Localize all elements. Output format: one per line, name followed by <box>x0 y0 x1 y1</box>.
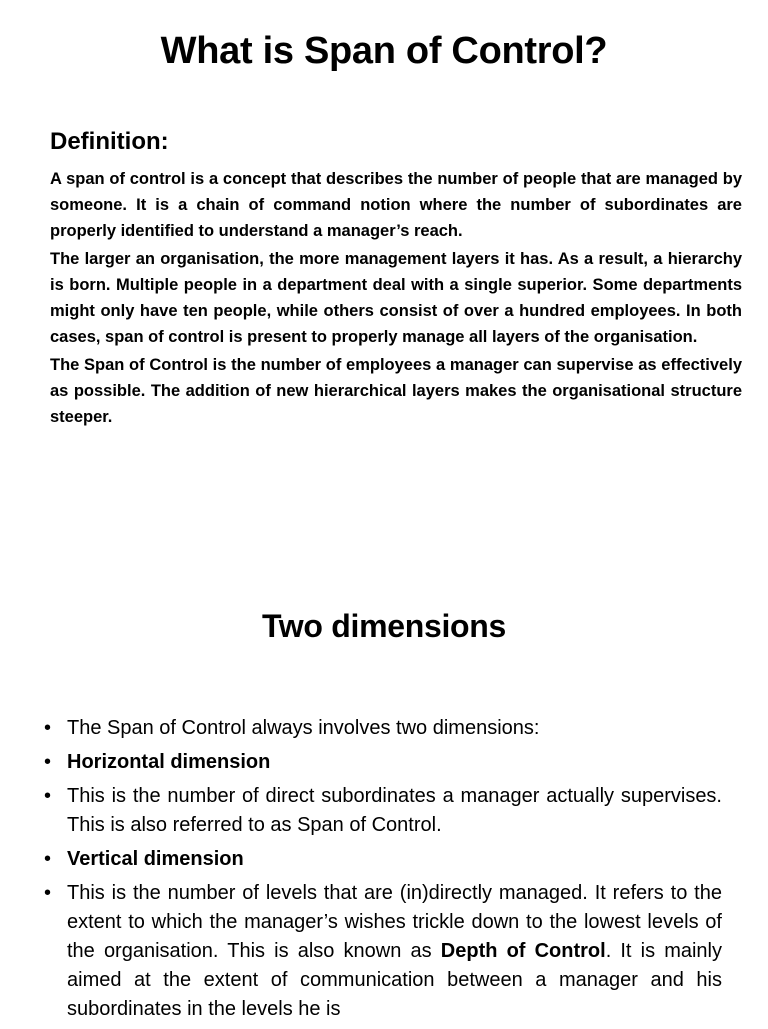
bold-term: Depth of Control <box>440 940 606 962</box>
list-item <box>44 714 722 743</box>
slide-title: What is Span of Control? <box>160 30 608 72</box>
list-item <box>44 845 722 874</box>
bullet-text-bold: Vertical dimension <box>67 848 244 870</box>
definition-heading: Definition: <box>50 128 169 155</box>
bullet-text: The Span of Control always involves two dimensions: <box>67 717 540 739</box>
paragraph: A span of control is a concept that describes the number of people that are managed by someone. It is a chain of command notion where the number of subordinates are properly identified to understand a manager’s reach. <box>50 170 742 240</box>
bullet-icon: • <box>44 848 52 870</box>
list-item <box>44 748 722 777</box>
bullet-icon: • <box>44 882 52 904</box>
definition-body <box>50 166 742 432</box>
slide-title: Two dimensions <box>261 608 507 644</box>
bullet-list <box>44 714 722 1029</box>
list-item <box>44 782 722 840</box>
paragraph: The Span of Control is the number of employees a manager can supervise as effectively as possible. The addition of new hierarchical layers makes the organisational structure steeper. <box>50 356 742 426</box>
paragraph: The larger an organisation, the more management layers it has. As a result, a hierarchy is born. Multiple people in a department deal with a single superior. Some departments might only have ten people, while others consist of over a hundred employees. In both cases, span of control is present to properly manage all layers of the organisation. <box>50 250 742 346</box>
bullet-icon: • <box>44 717 52 739</box>
bullet-text: . It is mainly aimed at the extent of communication between a manager and his subordinates in the levels he is <box>67 940 723 1020</box>
bullet-icon: • <box>44 751 52 773</box>
bullet-text-bold: Horizontal dimension <box>67 751 271 773</box>
bullet-text: This is the number of levels that are (in)directly managed. It refers to the extent to which the manager’s wishes trickle down to the lowest levels of the organisation. This is also known as <box>67 882 722 962</box>
slide-two-dimensions <box>0 520 768 1024</box>
bullet-icon: • <box>44 785 52 807</box>
list-item <box>44 879 722 1024</box>
bullet-text: This is the number of direct subordinates a manager actually supervises. This is also referred to as Span of Control. <box>67 785 722 836</box>
